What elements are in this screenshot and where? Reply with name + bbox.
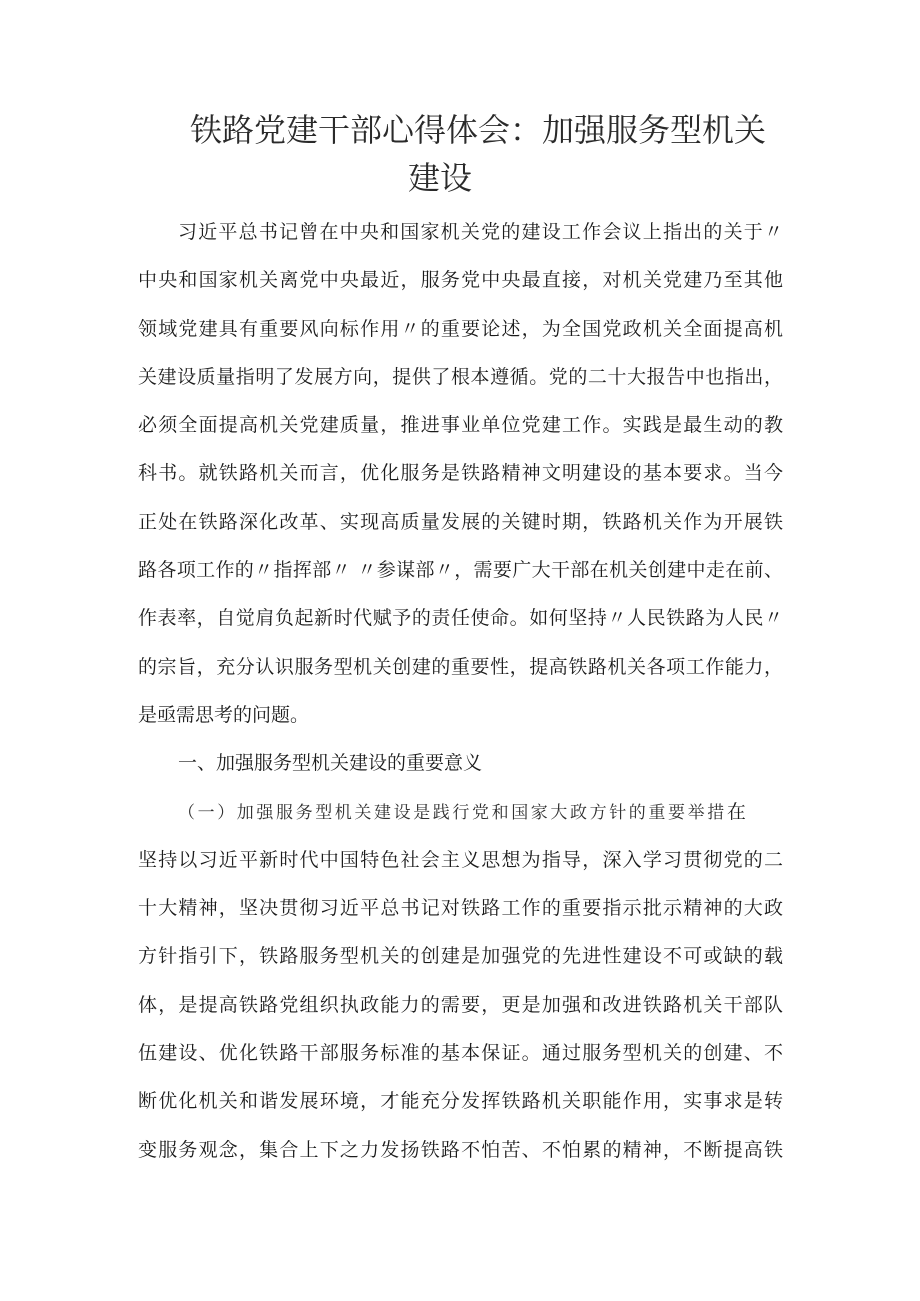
text-line: 科书。就铁路机关而言，优化服务是铁路精神文明建设的基本要求。当今: [138, 462, 783, 485]
document-body: [138, 208, 783, 1174]
text-line: 的宗旨，充分认识服务型机关创建的重要性，提高铁路机关各项工作能力，: [138, 655, 783, 678]
text-line: 路各项工作的〃指挥部〃 〃参谋部〃，需要广大干部在机关创建中走在前、: [138, 559, 783, 582]
text-line: 体，是提高铁路党组织执政能力的需要，更是加强和改进铁路机关干部队: [138, 993, 783, 1016]
text-line: 是亟需思考的问题。: [138, 703, 310, 726]
title-line-2: 建设: [408, 159, 473, 197]
subsection-lead-text: 在: [726, 800, 746, 823]
text-line: 作表率，自觉肩负起新时代赋予的责任使命。如何坚持〃人民铁路为人民〃: [138, 607, 783, 630]
text-line: 关建设质量指明了发展方向，提供了根本遵循。党的二十大报告中也指出，: [138, 365, 783, 388]
text-line: 伍建设、优化铁路干部服务标准的基本保证。通过服务型机关的创建、不: [138, 1042, 783, 1065]
document-title: [0, 106, 920, 202]
text-line: 十大精神，坚决贯彻习近平总书记对铁路工作的重要指示批示精神的大政: [138, 897, 783, 920]
text-line: 方针指引下，铁路服务型机关的创建是加强党的先进性建设不可或缺的载: [138, 945, 783, 968]
paragraph-intro: [138, 208, 783, 739]
text-line: 断优化机关和谐发展环境，才能充分发挥铁路机关职能作用，实事求是转: [138, 1090, 783, 1113]
title-line-1: 铁路党建干部心得体会：加强服务型机关: [190, 111, 767, 149]
paragraph-subsection-1: [138, 836, 783, 1174]
text-line: 习近平总书记曾在中央和国家机关党的建设工作会议上指出的关于〃: [178, 221, 783, 243]
text-line: 中央和国家机关离党中央最近，服务党中央最直接，对机关党建乃至其他: [138, 269, 783, 292]
text-line: 坚持以习近平新时代中国特色社会主义思想为指导，深入学习贯彻党的二: [138, 848, 783, 871]
subsection-heading: （一）加强服务型机关建设是践行党和国家大政方针的重要举措: [178, 802, 727, 823]
text-line: 领域党建具有重要风向标作用〃的重要论述，为全国党政机关全面提高机: [138, 317, 783, 340]
subsection-heading-line: [138, 788, 783, 836]
text-line: 必须全面提高机关党建质量，推进事业单位党建工作。实践是最生动的教: [138, 414, 783, 437]
text-line: 正处在铁路深化改革、实现高质量发展的关键时期，铁路机关作为开展铁: [138, 510, 783, 533]
text-line: 变服务观念，集合上下之力发扬铁路不怕苦、不怕累的精神，不断提高铁: [138, 1138, 783, 1161]
section-heading: 一、加强服务型机关建设的重要意义: [178, 752, 483, 775]
